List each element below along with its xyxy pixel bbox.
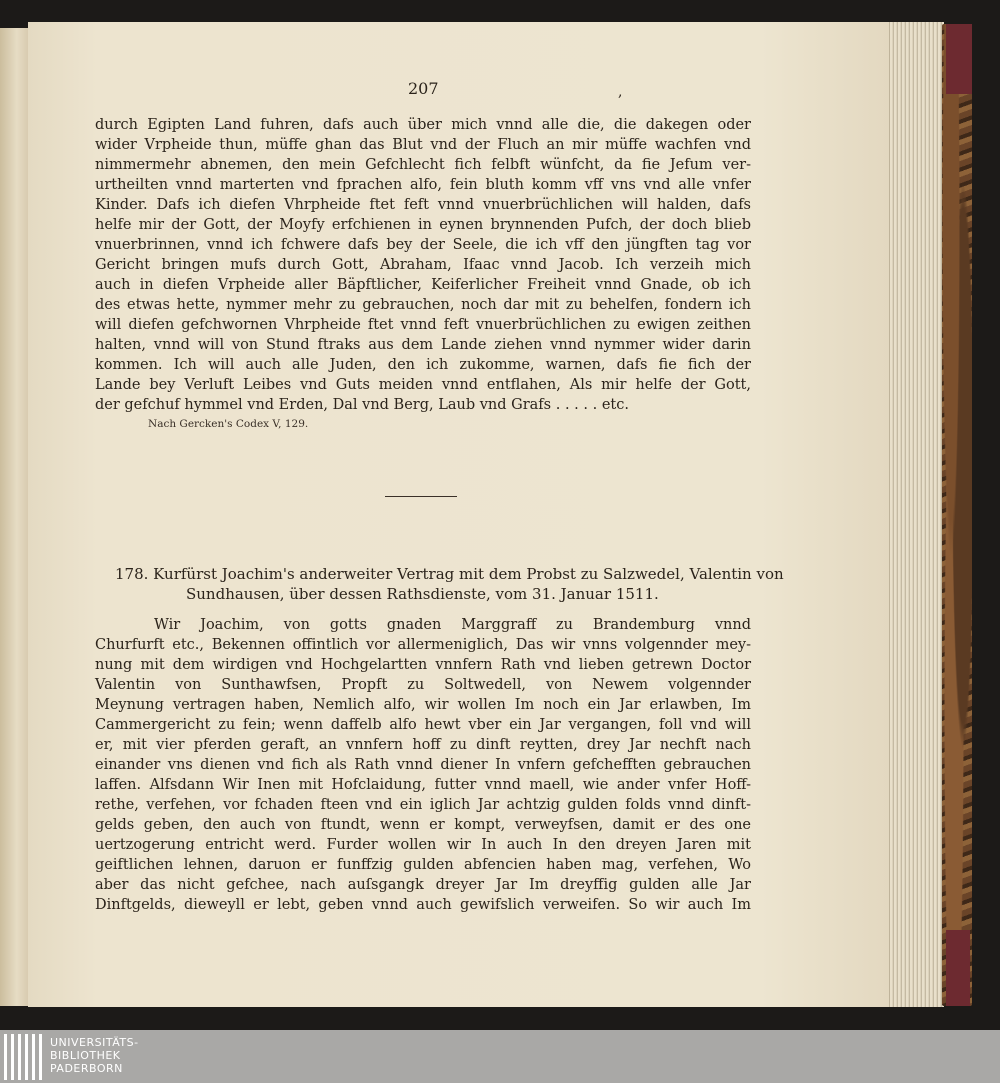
cover-corner-bottom (946, 930, 970, 1006)
text-line: nimmermehr abnemen, den mein Gefchlecht fich felbft wünfcht, da fie Jefum ver- (95, 157, 751, 173)
text-line: Cammergericht zu fein; wenn daffelb alfo hewt vber ein Jar vergangen, foll vnd will (95, 717, 751, 733)
source-citation: Nach Gercken's Codex V, 129. (148, 418, 309, 430)
text-line: Kinder. Dafs ich diefen Vhrpheide ftet feft vnnd vnuerbrüchlichen will halden, dafs (95, 197, 751, 213)
text-line: urtheilten vnnd marterten vnd fprachen alfo, fein bluth komm vff vns vnd alle vnfer (95, 177, 751, 193)
text-line: Wir Joachim, von gotts gnaden Marggraff zu Brandemburg vnnd (154, 617, 751, 633)
text-line: Dinftgelds, dieweyll er lebt, geben vnnd auch gewifslich verweifen. So wir auch Im (95, 897, 751, 913)
text-line: uertzogerung entricht werd. Furder wollen wir In auch In den dreyen Jaren mit (95, 837, 751, 853)
marbled-cover (942, 24, 972, 1006)
text-line: des etwas hette, nymmer mehr zu gebrauchen, noch dar mit zu behelfen, fondern ich (95, 297, 751, 313)
text-line: vnuerbrinnen, vnnd ich fchwere dafs bey der Seele, die ich vff den jüngften tag vor (95, 237, 751, 253)
text-line: nung mit dem wirdigen vnd Hochgelartten vnnfern Rath vnd lieben getrewn Doctor (95, 657, 751, 673)
text-line: will diefen gefchwornen Vhrpheide ftet vnnd feft vnuerbrüchlichen zu ewigen zeithen (95, 317, 751, 333)
cover-corner-top (946, 24, 972, 94)
text-line: kommen. Ich will auch alle Juden, den ich zukomme, warnen, dafs fie fich der (95, 357, 751, 373)
logo-line-3: PADERBORN (50, 1062, 123, 1075)
text-line: auch in diefen Vrpheide aller Bäpftlicher, Keiferlicher Freiheit vnnd Gnade, ob ich (95, 277, 751, 293)
text-line: Gericht bringen mufs durch Gott, Abraham, Ifaac vnnd Jacob. Ich verzeih mich (95, 257, 751, 273)
text-line: helfe mir der Gott, der Moyfy erfchienen in eynen brynnenden Pufch, der doch blieb (95, 217, 751, 233)
logo-line-2: BIBLIOTHEK (50, 1049, 121, 1062)
text-line: aber das nicht gefchee, nach auſsgangk dreyer Jar Im dreyffig gulden alle Jar (95, 877, 751, 893)
text-line: laffen. Alfsdann Wir Inen mit Hofclaidung, futter vnnd maell, wie ander vnfer Hoff- (95, 777, 751, 793)
library-logo-text (50, 1036, 139, 1075)
text-line: er, mit vier pferden geraft, an vnnfern hoff zu dinft reytten, drey Jar nechft nach (95, 737, 751, 753)
text-line: geiftlichen lehnen, daruon er funffzig gulden abfencien haben mag, verfehen, Wo (95, 857, 751, 873)
text-line: gelds geben, den auch von ftundt, wenn er kompt, verweyfsen, damit er des one (95, 817, 751, 833)
stray-mark: , (618, 84, 623, 100)
left-page-edge (0, 28, 29, 1006)
page-number: 207 (408, 79, 439, 98)
text-line: Valentin von Sunthawfsen, Propft zu Soltwedell, von Newem volgennder (95, 677, 751, 693)
text-line: wider Vrpheide thun, müffe ghan das Blut vnd der Fluch an mir müffe wachfen vnd (95, 137, 751, 153)
library-footer (0, 1030, 1000, 1083)
text-line: Meynung vertragen haben, Nemlich alfo, wir wollen Im noch ein Jar erlawben, Im (95, 697, 751, 713)
text-line: rethe, verfehen, vor fchaden fteen vnd ein iglich Jar achtzig gulden folds vnnd dinft- (95, 797, 751, 813)
text-line: Lande bey Verluft Leibes vnd Guts meiden vnnd entflahen, Als mir helfe der Gott, (95, 377, 751, 393)
page-edges (889, 22, 944, 1007)
text-line: durch Egipten Land fuhren, dafs auch über mich vnnd alle die, die dakegen oder (95, 117, 751, 133)
section-heading: 178. Kurfürst Joachim's anderweiter Vertrag mit dem Probst zu Salzwedel, Valentin von (115, 565, 784, 583)
text-line: Churfurft etc., Bekennen offintlich vor allermeniglich, Das wir vnns volgennder mey- (95, 637, 751, 653)
library-logo-icon (2, 1034, 46, 1080)
section-heading-continued: Sundhausen, über dessen Rathsdienste, vom 31. Januar 1511. (186, 585, 659, 603)
section-divider (385, 496, 457, 497)
logo-line-1: UNIVERSITÄTS- (50, 1036, 139, 1049)
text-line: einander vns dienen vnd fich als Rath vnnd diener In vnfern gefchefften gebrauchen (95, 757, 751, 773)
text-line: der gefchuf hymmel vnd Erden, Dal vnd Berg, Laub vnd Grafs . . . . . etc. (95, 397, 629, 413)
text-line: halten, vnnd will von Stund ftraks aus dem Lande ziehen vnnd nymmer wider darin (95, 337, 751, 353)
